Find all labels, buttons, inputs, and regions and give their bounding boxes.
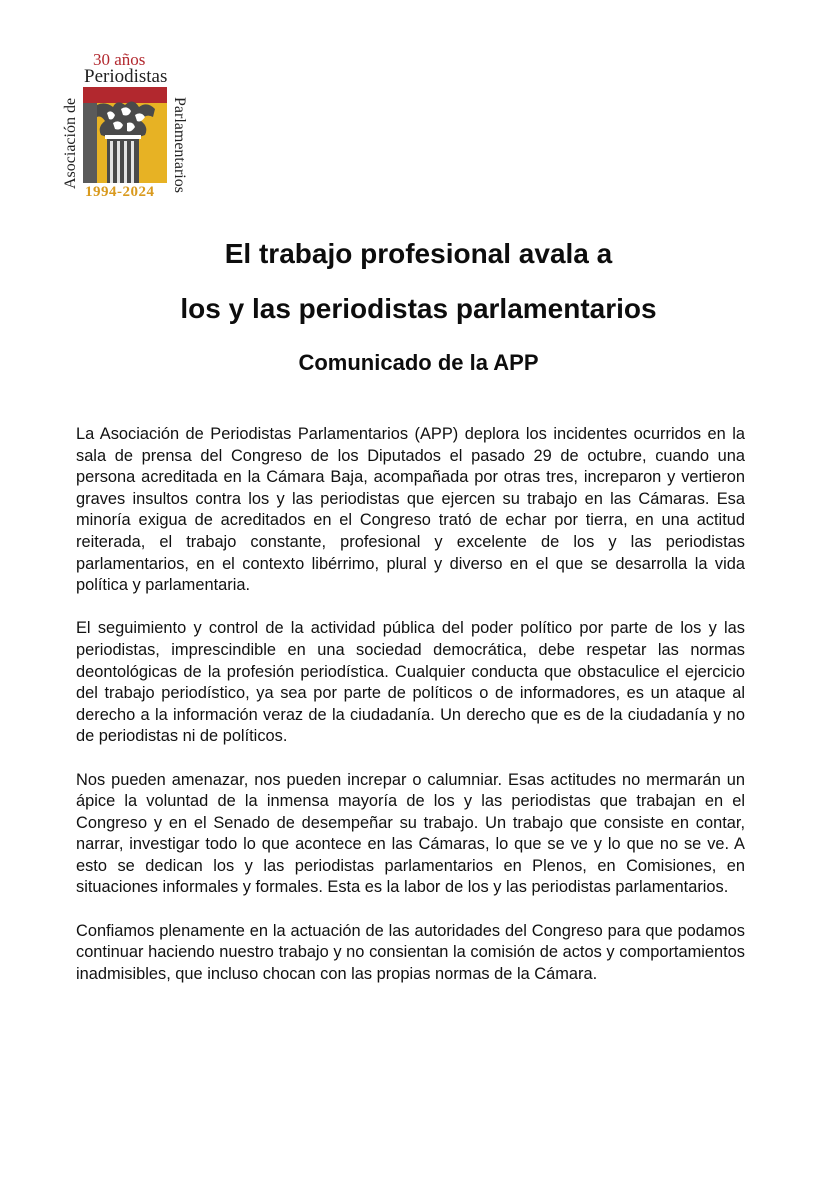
paragraph-2: El seguimiento y control de la actividad pública del poder político por parte de los y las periodistas, imprescindible en una sociedad democrática, debe respetar las normas deontológicas de la profesión periodística. Cualquier conducta que obstaculice el ejercicio del trabajo periodístico, ya sea por parte de políticos o de informadores, es un ataque al derecho a la información veraz de la ciudadanía. Un derecho que es de la ciudadanía y no de periodistas ni de políticos. <box>76 619 745 746</box>
headline-line-1: El trabajo profesional avala a <box>224 238 613 269</box>
statement-body <box>76 424 745 1007</box>
paragraph-3: Nos pueden amenazar, nos pueden increpar o calumniar. Esas actitudes no mermarán un ápice la voluntad de la inmensa mayoría de los y las periodistas que trabajan en el Congreso y en el Senado de desempeñar su trabajo. Un trabajo que consiste en contar, narrar, investigar todo lo que acontece en las Cámaras, lo que se ve y lo que no se ve. A esto se dedican los y las periodistas parlamentarios en Plenos, en Comisiones, en situaciones informales y formales. Esta es la labor de los y las periodistas parlamentarios. <box>76 770 745 897</box>
paragraph-1: La Asociación de Periodistas Parlamentarios (APP) deplora los incidentes ocurridos en la sala de prensa del Congreso de los Diputados el pasado 29 de octubre, cuando una persona acreditada en la Cámara Baja, acompañada por otras tres, increparon y vertieron graves insultos contra los y las periodistas que ejercen su trabajo en las Cámaras. Esa minoría exigua de acreditados en el Congreso trató de echar por tierra, en una actitud reiterada, el trabajo constante, profesional y excelente de los y las periodistas parlamentarios, en el contexto libérrimo, plural y diverso en el que se desarrolla la vida política y parlamentaria. <box>76 425 745 595</box>
column-capital-icon <box>83 87 167 183</box>
logo-name-left: Asociación de <box>62 97 79 189</box>
subtitle: Comunicado de la APP <box>298 350 539 375</box>
paragraph-4: Confiamos plenamente en la actuación de las autoridades del Congreso para que podamos continuar haciendo nuestro trabajo y no consientan la comisión de actos y comportamientos inadmisibles, que incluso chocan con las propias normas de la Cámara. <box>76 921 745 983</box>
logo-anniversary-text: 30 años <box>93 50 146 69</box>
logo-name-right: Parlamentarios <box>171 97 188 193</box>
logo-name-top: Periodistas <box>84 66 168 87</box>
logo-years-text: 1994-2024 <box>85 184 155 200</box>
headline-line-2: los y las periodistas parlamentarios <box>180 293 657 324</box>
app-logo <box>58 50 193 210</box>
